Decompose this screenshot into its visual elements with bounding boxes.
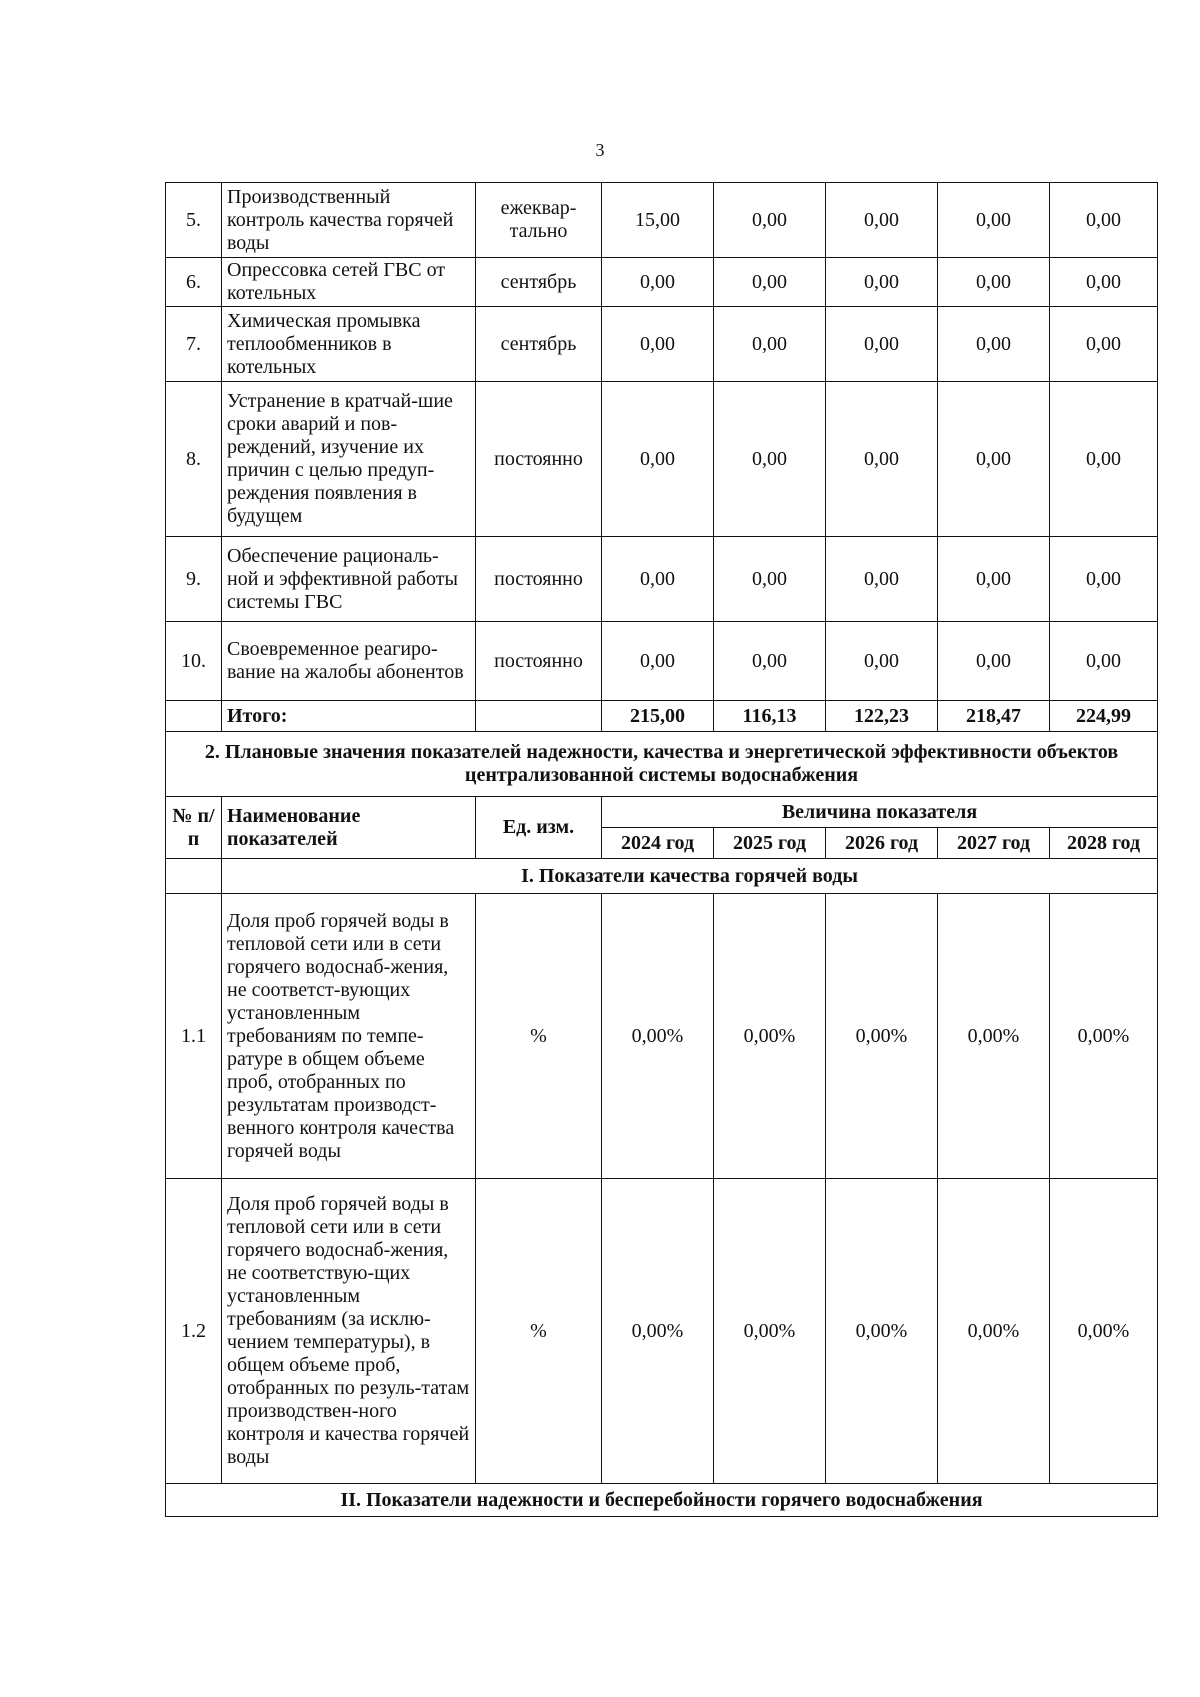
value-2027: 0,00 <box>938 258 1050 307</box>
value-2026: 0,00 <box>826 183 938 258</box>
header-year: 2027 год <box>938 828 1050 859</box>
value-2026: 0,00% <box>826 1179 938 1484</box>
header-year: 2026 год <box>826 828 938 859</box>
header-year: 2028 год <box>1050 828 1158 859</box>
value-2025: 0,00 <box>714 382 826 537</box>
subsection-row <box>166 859 1158 894</box>
value-2025: 0,00 <box>714 258 826 307</box>
total-2028: 224,99 <box>1050 701 1158 732</box>
indicator-name: Доля проб горячей воды в тепловой сети или в сети горячего водоснаб-жения, не соответствую-щих установленным требованиям (за исклю-чением температуры), в общем объеме проб, отобранных по резуль-татам производствен-ного контроля и качества горячей воды <box>222 1179 476 1484</box>
measure-period: постоянно <box>476 382 602 537</box>
value-2026: 0,00 <box>826 537 938 622</box>
value-2025: 0,00% <box>714 894 826 1179</box>
value-2028: 0,00 <box>1050 537 1158 622</box>
value-2028: 0,00 <box>1050 307 1158 382</box>
table-row <box>166 382 1158 537</box>
measure-name: Опрессовка сетей ГВС от котельных <box>222 258 476 307</box>
measure-name: Производственный контроль качества горячей воды <box>222 183 476 258</box>
indicator-unit: % <box>476 894 602 1179</box>
indicator-unit: % <box>476 1179 602 1484</box>
value-2027: 0,00 <box>938 537 1050 622</box>
value-2025: 0,00 <box>714 183 826 258</box>
total-2026: 122,23 <box>826 701 938 732</box>
plan-table <box>165 182 1158 1517</box>
subsection-row <box>166 1484 1158 1517</box>
value-2025: 0,00 <box>714 622 826 701</box>
total-2025: 116,13 <box>714 701 826 732</box>
total-label: Итого: <box>222 701 476 732</box>
subsection-i-title: I. Показатели качества горячей воды <box>222 859 1158 894</box>
section-title-row <box>166 732 1158 797</box>
row-number: 5. <box>166 183 222 258</box>
measure-period: постоянно <box>476 537 602 622</box>
value-2025: 0,00 <box>714 307 826 382</box>
measure-name: Своевременное реагиро-вание на жалобы абонентов <box>222 622 476 701</box>
empty-cell <box>166 701 222 732</box>
indicator-row <box>166 894 1158 1179</box>
value-2028: 0,00 <box>1050 622 1158 701</box>
row-number: 9. <box>166 537 222 622</box>
header-year: 2024 год <box>602 828 714 859</box>
value-2026: 0,00 <box>826 258 938 307</box>
value-2027: 0,00% <box>938 1179 1050 1484</box>
value-2025: 0,00% <box>714 1179 826 1484</box>
empty-cell <box>166 859 222 894</box>
value-2028: 0,00 <box>1050 382 1158 537</box>
table-row <box>166 537 1158 622</box>
total-2024: 215,00 <box>602 701 714 732</box>
table-row <box>166 183 1158 258</box>
value-2026: 0,00 <box>826 382 938 537</box>
value-2024: 0,00 <box>602 537 714 622</box>
measure-period: сентябрь <box>476 258 602 307</box>
value-2024: 0,00 <box>602 307 714 382</box>
section-2-title: 2. Плановые значения показателей надежности, качества и энергетической эффективности объектов централизованной системы водоснабжения <box>166 732 1158 797</box>
measure-period: сентябрь <box>476 307 602 382</box>
value-2024: 15,00 <box>602 183 714 258</box>
header-name: Наименование показателей <box>222 797 476 859</box>
value-2024: 0,00% <box>602 894 714 1179</box>
header-unit: Ед. изм. <box>476 797 602 859</box>
value-2027: 0,00 <box>938 382 1050 537</box>
value-2027: 0,00 <box>938 307 1050 382</box>
measure-name: Химическая промывка теплообменников в котельных <box>222 307 476 382</box>
header-year: 2025 год <box>714 828 826 859</box>
value-2027: 0,00% <box>938 894 1050 1179</box>
value-2024: 0,00 <box>602 382 714 537</box>
header-row <box>166 797 1158 828</box>
header-number: № п/п <box>166 797 222 859</box>
measure-period: постоянно <box>476 622 602 701</box>
total-row <box>166 701 1158 732</box>
indicator-row <box>166 1179 1158 1484</box>
table-row <box>166 622 1158 701</box>
value-2027: 0,00 <box>938 183 1050 258</box>
page-number: 3 <box>595 140 605 160</box>
row-number: 10. <box>166 622 222 701</box>
table-row <box>166 307 1158 382</box>
value-2024: 0,00 <box>602 258 714 307</box>
value-2024: 0,00 <box>602 622 714 701</box>
row-number: 7. <box>166 307 222 382</box>
row-number: 6. <box>166 258 222 307</box>
value-2025: 0,00 <box>714 537 826 622</box>
subsection-ii-title: II. Показатели надежности и бесперебойности горячего водоснабжения <box>166 1484 1158 1517</box>
value-2026: 0,00% <box>826 894 938 1179</box>
value-2026: 0,00 <box>826 622 938 701</box>
value-2027: 0,00 <box>938 622 1050 701</box>
value-2026: 0,00 <box>826 307 938 382</box>
empty-cell <box>476 701 602 732</box>
header-value-group: Величина показателя <box>602 797 1158 828</box>
value-2028: 0,00 <box>1050 258 1158 307</box>
total-2027: 218,47 <box>938 701 1050 732</box>
value-2028: 0,00% <box>1050 894 1158 1179</box>
measure-name: Обеспечение рациональ-ной и эффективной работы системы ГВС <box>222 537 476 622</box>
indicator-number: 1.1 <box>166 894 222 1179</box>
indicator-name: Доля проб горячей воды в тепловой сети или в сети горячего водоснаб-жения, не соответст-вующих установленным требованиям по темпе-ратуре в общем объеме проб, отобранных по результатам производст-венного контроля качества горячей воды <box>222 894 476 1179</box>
row-number: 8. <box>166 382 222 537</box>
indicator-number: 1.2 <box>166 1179 222 1484</box>
measure-name: Устранение в кратчай-шие сроки аварий и пов-реждений, изучение их причин с целью предуп-реждения появления в будущем <box>222 382 476 537</box>
value-2028: 0,00 <box>1050 183 1158 258</box>
value-2028: 0,00% <box>1050 1179 1158 1484</box>
table-row <box>166 258 1158 307</box>
measure-period: ежеквар-тально <box>476 183 602 258</box>
value-2024: 0,00% <box>602 1179 714 1484</box>
